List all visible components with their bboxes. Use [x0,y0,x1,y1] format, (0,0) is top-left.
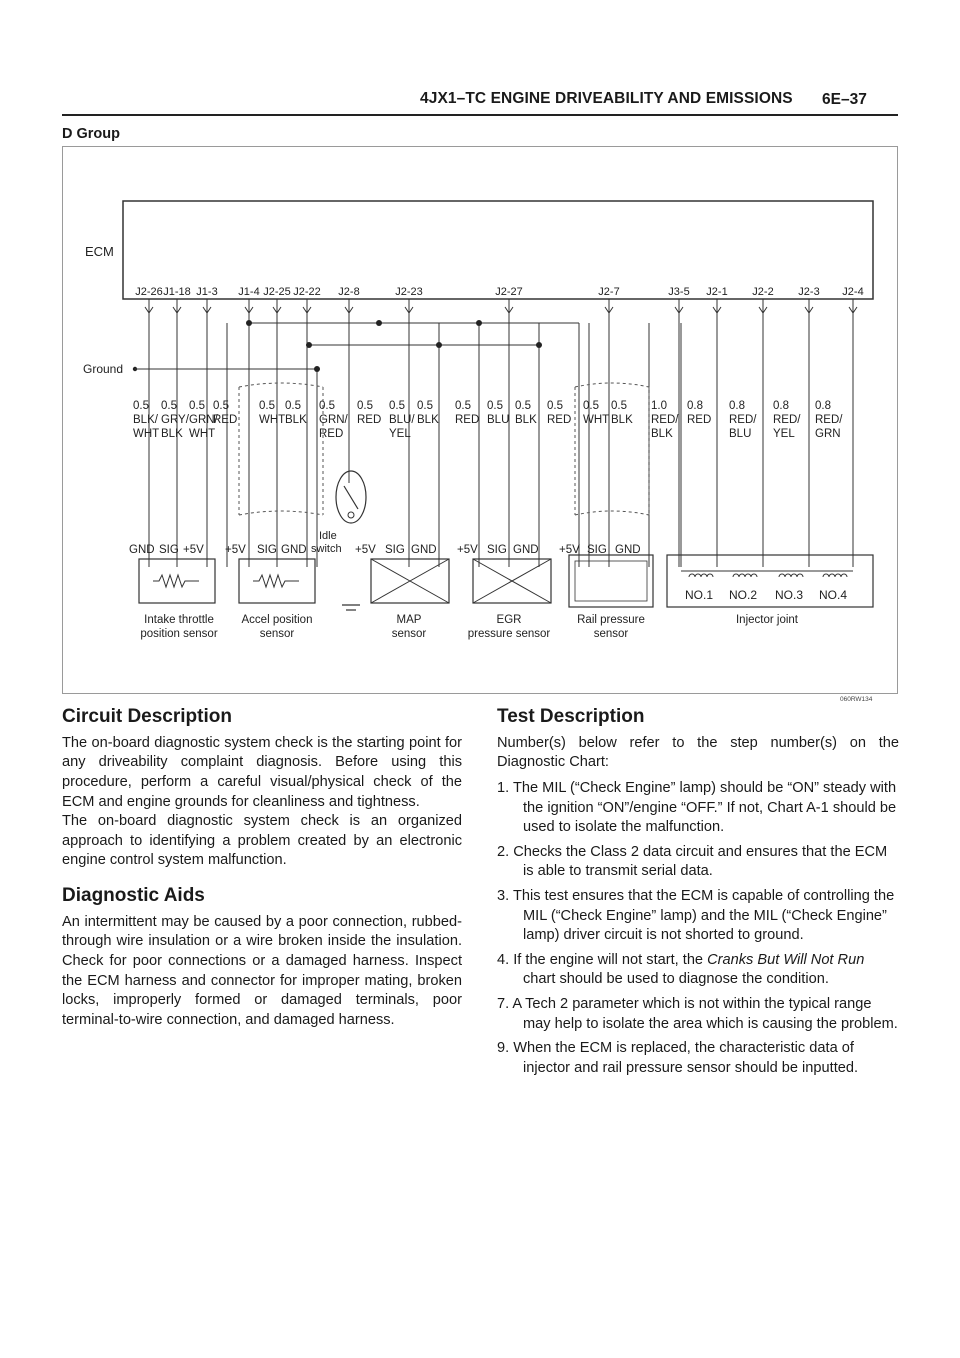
rail-pressure-sensor-box [569,555,653,607]
test-step-4-suffix: chart should be used to diagnose the condition. [523,971,829,988]
pin-label: J2-25 [263,286,291,298]
component-label: Intake throttle [144,614,214,626]
test-step-2: 2. Checks the Class 2 data circuit and ensures that the ECM is able to transmit serial data. [497,843,888,880]
test-step-1: 1. The MIL (“Check Engine” lamp) should be “ON” steady with the ignition “ON”/engine “OFF.” If not, Chart A-1 should be used to isolate the malfunction. [497,780,897,836]
wire-gauge: 0.5 [319,400,335,412]
wiring-diagram-svg [63,147,897,693]
injector-label: NO.3 [775,588,804,602]
wire-color: GRY/ [161,414,189,426]
component-label: Injector joint [735,614,799,626]
wire-color: RED [357,414,382,426]
pin-label: J2-1 [706,286,728,298]
wire-color: RED/ [773,414,801,426]
test-step-4-chart-name: Cranks But Will Not Run [707,951,865,968]
terminal-labels [129,544,641,556]
diagnostic-aids-heading: Diagnostic Aids [62,885,205,906]
wire-color-2: YEL [773,428,795,440]
wire-color: RED [547,414,572,426]
wire-gauge: 0.8 [773,400,789,412]
wire-gauge: 0.5 [389,400,405,412]
wire-color: WHT [583,414,610,426]
component-label-2: position sensor [140,628,218,640]
wire-gauge: 0.5 [357,400,373,412]
right-column [497,706,899,1083]
shield-bottom [239,511,323,515]
wire-gauge: 0.5 [487,400,503,412]
component-label: MAP [396,614,422,626]
pin-label: J2-3 [798,286,820,298]
test-step-4-prefix: 4. If the engine will not start, the [497,951,708,968]
wire-color: BLK [417,414,439,426]
component-label-2: pressure sensor [467,628,551,640]
wire-color-2: WHT [133,428,160,440]
resistor-symbol [153,575,199,587]
injector-coil [823,574,847,577]
wire-gauge: 0.5 [515,400,531,412]
junction-dot [476,320,482,326]
pin-label: J2-27 [495,286,523,298]
wire-gauge: 1.0 [651,400,667,412]
wire-gauge: 0.8 [815,400,831,412]
component-label: Rail pressure [577,614,645,626]
wire-color: BLU/ [389,414,415,426]
bus-lines [246,320,579,372]
injector-coil [689,574,713,577]
pin-label: J1-18 [163,286,191,298]
circuit-description-para-1: The on-board diagnostic system check is the starting point for any driveability complaint diagnosis. Before using this procedure, perform a careful visual/physical check of the ECM and engine grounds for cleanliness and tightness. [62,734,462,810]
pin-label: J1-4 [238,286,260,298]
wire-color: GRN/ [319,414,348,426]
circuit-description-heading: Circuit Description [62,706,232,727]
terminal-label: SIG [487,544,507,556]
pin-label: J2-23 [395,286,423,298]
test-step-9: 9. When the ECM is replaced, the characteristic data of injector and rail pressure sensor should be inputted. [497,1040,859,1076]
pin-label: J2-8 [338,286,360,298]
wire-gauge: 0.5 [189,400,205,412]
pin-label: J3-5 [668,286,690,298]
wire-gauge: 0.5 [611,400,627,412]
injector-label: NO.4 [819,588,848,602]
component-label-2: sensor [259,628,295,640]
test-description-intro: Number(s) below refer to the step number(s) on the Diagnostic Chart: [497,734,899,771]
wire-color: BLK/ [133,414,158,426]
figure-id: 060RW134 [840,696,873,703]
wire-gauge: 0.5 [417,400,433,412]
terminal-label: +5V [559,544,580,556]
junction-dot [376,320,382,326]
idle-switch-contact [344,486,358,509]
ground-label: Ground [83,362,124,376]
test-steps [497,779,899,1078]
wire-gauge: 0.5 [583,400,599,412]
terminal-label: SIG [257,544,277,556]
terminal-label: +5V [457,544,478,556]
wire-gauge: 0.8 [687,400,703,412]
pin-label: J2-7 [598,286,620,298]
junction-dot [314,366,320,372]
injector-coil [733,574,757,577]
shield-top [575,383,649,387]
page-number: 6E–37 [822,91,867,108]
idle-switch-label-1: Idle [319,530,337,542]
terminal-label: SIG [587,544,607,556]
terminal-label: GND [513,544,539,556]
wire-gauge: 0.5 [259,400,275,412]
pin-label: J1-3 [196,286,218,298]
wire-color: RED/ [729,414,757,426]
terminal-label: SIG [159,544,179,556]
terminal-label: GND [411,544,437,556]
test-step-3: 3. This test ensures that the ECM is capable of controlling the MIL (“Check Engine” lamp) and the MIL (“Check Engine” lamp) driver circuit is not shorted to ground. [497,888,895,944]
component-label-2: sensor [593,628,629,640]
wire-gauge: 0.5 [455,400,471,412]
wire-gauge: 0.5 [213,400,229,412]
pin-label: J2-2 [752,286,774,298]
rail-pressure-inner [575,561,647,601]
terminal-label: SIG [385,544,405,556]
wire-color: BLK [285,414,307,426]
terminal-label: +5V [355,544,376,556]
group-label: D Group [62,126,120,142]
wire-color: RED/ [651,414,679,426]
terminal-label: GND [615,544,641,556]
ecm-box [123,201,873,299]
wire-color-2: GRN [815,428,841,440]
idle-switch-label-2: switch [311,543,342,555]
wire-color-2: BLK [651,428,673,440]
junction-dot [436,342,442,348]
wire-color: BLU [487,414,510,426]
wire-color: WHT [259,414,286,426]
wire-color: RED [455,414,480,426]
header-divider [62,114,898,116]
shield-top [239,383,323,387]
wire-color: BLK [611,414,633,426]
terminal-label: GND [281,544,307,556]
circuit-description-para-2: The on-board diagnostic system check is an organized approach to identifying a problem created by an electronic engine control system malfunction. [62,813,462,869]
component-label-2: sensor [391,628,427,640]
test-step-4 [497,951,899,990]
pin-labels [135,286,863,298]
wire-gauge: 0.5 [161,400,177,412]
wire-color-2: BLU [729,428,752,440]
diagnostic-aids-text: An intermittent may be caused by a poor connection, rubbed-through wire insulation or a wire broken inside the insulation. Check for poor connections or a damaged harness. Inspect the ECM harness and connector for improper mating, broken locks, improperly formed or damaged terminals, poor terminal-to-wire connection, and damaged harness. [62,913,462,1028]
wire-gauge: 0.5 [547,400,563,412]
injector-label: NO.2 [729,588,758,602]
component-label: EGR [496,614,522,626]
pin-label: J2-4 [842,286,864,298]
wire-color-2: BLK [161,428,183,440]
component-label: Accel position [241,614,313,626]
idle-switch-pivot [348,512,354,518]
wire-color: BLK [515,414,537,426]
junction-dot [306,342,312,348]
wire-labels [133,400,843,440]
pin-label: J2-22 [293,286,321,298]
wire-gauge: 0.5 [133,400,149,412]
wiring-diagram [62,146,898,694]
junction-dot [246,320,252,326]
shield-bottom [575,511,649,515]
wire-color: GRN/ [189,414,218,426]
wire-color: RED [687,414,712,426]
terminal-label: +5V [225,544,246,556]
injector-label: NO.1 [685,588,714,602]
wire-gauge: 0.5 [285,400,301,412]
wire-gauge: 0.8 [729,400,745,412]
wire-color-2: RED [319,428,344,440]
wire-color: RED [213,414,238,426]
terminal-label: +5V [183,544,204,556]
ecm-label: ECM [85,244,114,259]
resistor-symbol [253,575,299,587]
test-step-7: 7. A Tech 2 parameter which is not within the typical range may help to isolate the area which is causing the problem. [497,995,898,1032]
component-labels [140,614,798,640]
left-column [62,706,462,1030]
terminal-label: GND [129,544,155,556]
wire-color-2: YEL [389,428,411,440]
injector-coil [779,574,803,577]
junction-dot [536,342,542,348]
test-description-heading: Test Description [497,706,645,727]
wire-color-2: WHT [189,428,216,440]
page-header-title: 4JX1–TC ENGINE DRIVEABILITY AND EMISSIONS [420,90,793,107]
wire-color: RED/ [815,414,843,426]
pin-label: J2-26 [135,286,163,298]
